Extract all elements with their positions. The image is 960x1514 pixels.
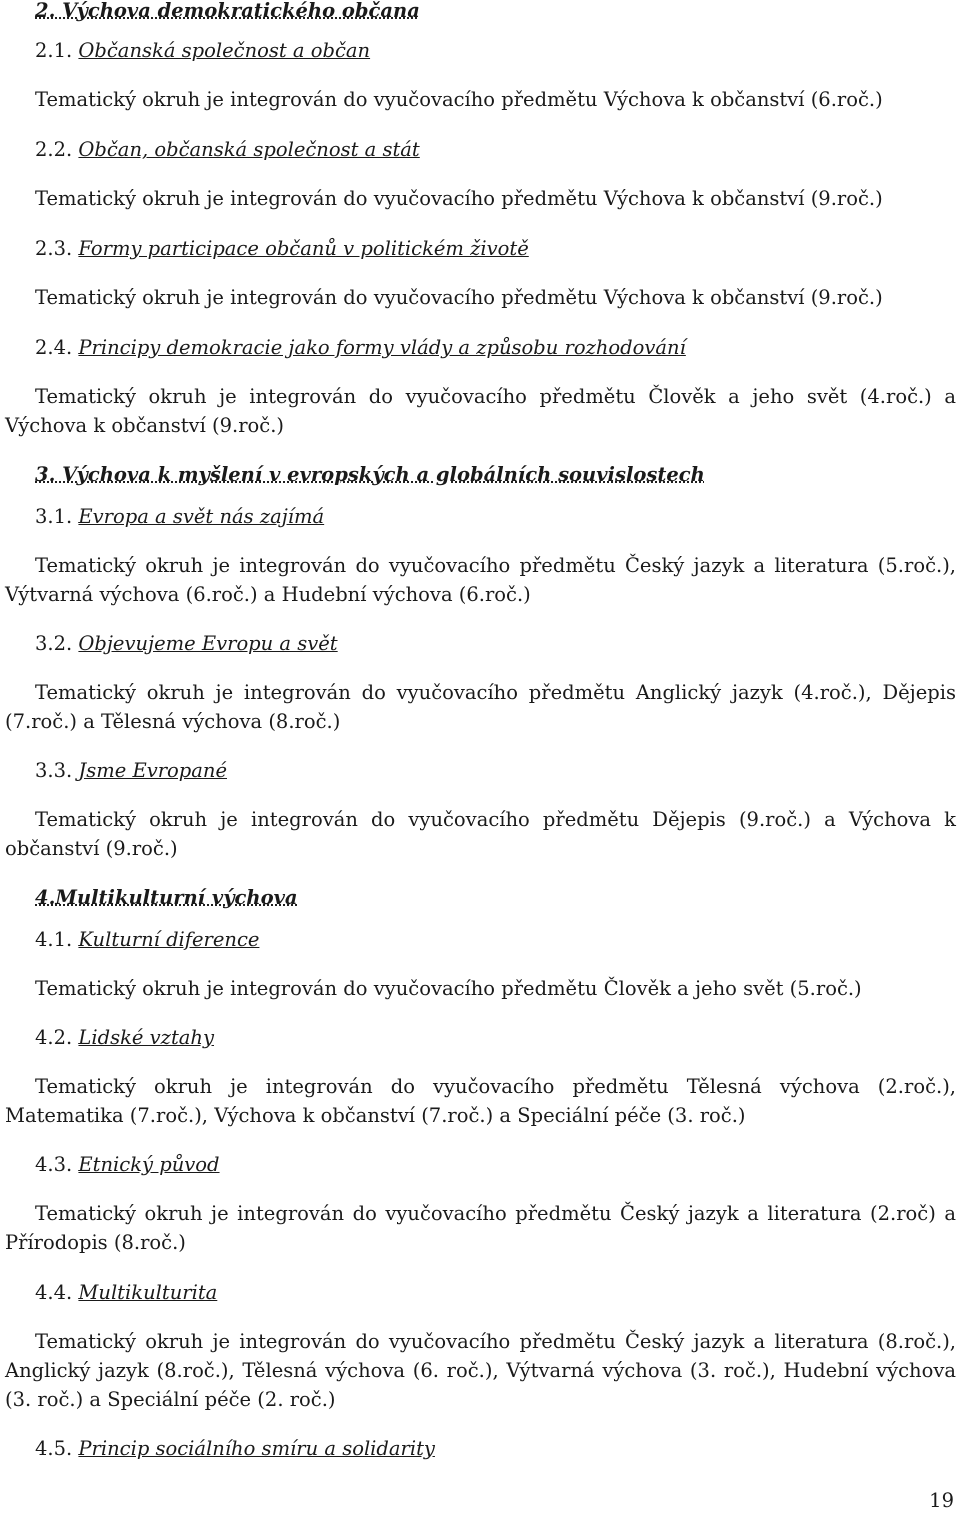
subsection-number: 4.2. <box>35 1026 73 1049</box>
subsection-number: 2.3. <box>35 237 73 260</box>
subsection-heading <box>35 335 686 361</box>
subsection-heading <box>35 38 370 64</box>
subsection-number: 2.1. <box>35 39 73 62</box>
subsection-title: Objevujeme Evropu a svět <box>78 632 338 655</box>
subsection-title: Kulturní diference <box>78 928 260 951</box>
subsection-number: 4.3. <box>35 1153 73 1176</box>
subsection-title: Princip sociálního smíru a solidarity <box>78 1437 435 1460</box>
paragraph-line: Přírodopis (8.roč.) <box>5 1231 186 1254</box>
paragraph-line: Anglický jazyk (8.roč.), Tělesná výchova (6. roč.), Výtvarná výchova (3. roč.), Hudební výchova <box>5 1359 956 1382</box>
subsection-heading <box>35 504 324 530</box>
subsection-number: 4.1. <box>35 928 73 951</box>
paragraph-line: Tematický okruh je integrován do vyučovacího předmětu Český jazyk a literatura (8.roč.), <box>35 1330 956 1353</box>
page-number: 19 <box>929 1489 954 1512</box>
section-heading: 3. Výchova k myšlení v evropských a globálních souvislostech <box>35 463 705 486</box>
paragraph-line: Tematický okruh je integrován do vyučovacího předmětu Tělesná výchova (2.roč.), <box>35 1075 956 1098</box>
subsection-number: 4.5. <box>35 1437 73 1460</box>
paragraph: Tematický okruh je integrován do vyučovacího předmětu Výchova k občanství (9.roč.) <box>35 187 883 210</box>
subsection-title: Principy demokracie jako formy vlády a způsobu rozhodování <box>78 336 686 359</box>
subsection-title: Multikulturita <box>78 1281 218 1304</box>
subsection-title: Etnický původ <box>78 1153 220 1176</box>
subsection-heading <box>35 236 529 262</box>
subsection-number: 3.3. <box>35 759 73 782</box>
subsection-number: 3.1. <box>35 505 73 528</box>
section-heading: 2. Výchova demokratického občana <box>35 0 420 22</box>
subsection-number: 2.4. <box>35 336 73 359</box>
paragraph-line: Tematický okruh je integrován do vyučovacího předmětu Dějepis (9.roč.) a Výchova k <box>35 808 956 831</box>
paragraph-line: Výchova k občanství (9.roč.) <box>5 414 285 437</box>
paragraph-line: občanství (9.roč.) <box>5 837 178 860</box>
paragraph-line: (3. roč.) a Speciální péče (2. roč.) <box>5 1388 336 1411</box>
section-heading: 4.Multikulturní výchova <box>35 886 298 909</box>
subsection-title: Lidské vztahy <box>78 1026 214 1049</box>
paragraph-line: Matematika (7.roč.), Výchova k občanství (7.roč.) a Speciální péče (3. roč.) <box>5 1104 746 1127</box>
paragraph-line: Tematický okruh je integrován do vyučovacího předmětu Člověk a jeho svět (4.roč.) a <box>35 385 956 408</box>
subsection-heading <box>35 1025 214 1051</box>
subsection-heading <box>35 631 338 657</box>
paragraph-line: Tematický okruh je integrován do vyučovacího předmětu Český jazyk a literatura (5.roč.), <box>35 554 956 577</box>
subsection-heading <box>35 137 420 163</box>
subsection-heading <box>35 758 227 784</box>
paragraph-line: Výtvarná výchova (6.roč.) a Hudební výchova (6.roč.) <box>5 583 531 606</box>
subsection-title: Jsme Evropané <box>78 759 227 782</box>
paragraph: Tematický okruh je integrován do vyučovacího předmětu Výchova k občanství (9.roč.) <box>35 286 883 309</box>
subsection-heading <box>35 1436 435 1462</box>
paragraph: Tematický okruh je integrován do vyučovacího předmětu Výchova k občanství (6.roč.) <box>35 88 883 111</box>
paragraph-line: (7.roč.) a Tělesná výchova (8.roč.) <box>5 710 341 733</box>
subsection-heading <box>35 1280 217 1306</box>
subsection-heading <box>35 1152 220 1178</box>
subsection-title: Formy participace občanů v politickém životě <box>78 237 529 260</box>
subsection-heading <box>35 927 259 953</box>
subsection-number: 4.4. <box>35 1281 73 1304</box>
subsection-title: Evropa a svět nás zajímá <box>78 505 325 528</box>
subsection-number: 2.2. <box>35 138 73 161</box>
subsection-title: Občanská společnost a občan <box>78 39 371 62</box>
subsection-number: 3.2. <box>35 632 73 655</box>
paragraph: Tematický okruh je integrován do vyučovacího předmětu Člověk a jeho svět (5.roč.) <box>35 977 862 1000</box>
paragraph-line: Tematický okruh je integrován do vyučovacího předmětu Český jazyk a literatura (2.roč) a <box>35 1202 956 1225</box>
subsection-title: Občan, občanská společnost a stát <box>78 138 420 161</box>
paragraph-line: Tematický okruh je integrován do vyučovacího předmětu Anglický jazyk (4.roč.), Dějepis <box>35 681 956 704</box>
